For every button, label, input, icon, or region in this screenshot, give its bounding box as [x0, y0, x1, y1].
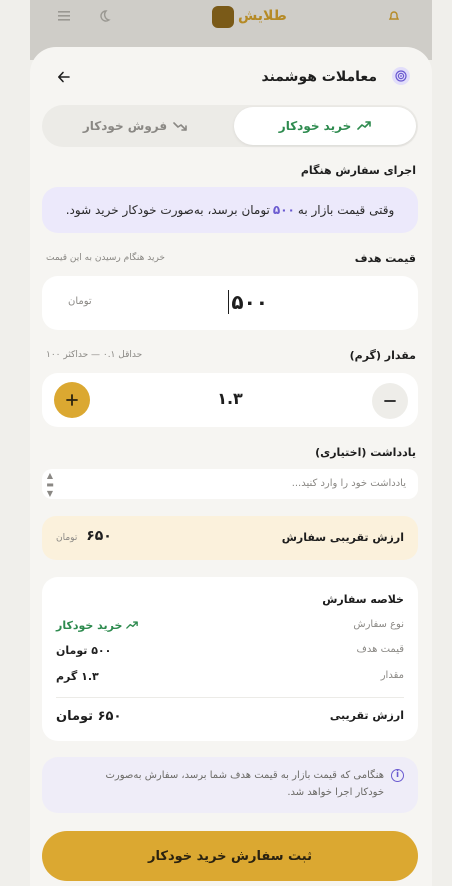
order-summary-card	[42, 577, 418, 741]
tab-auto-sell-label: فروش خودکار	[82, 119, 168, 133]
target-price-unit: تومان	[68, 296, 92, 307]
info-icon: i	[391, 769, 404, 782]
estimated-value-amount	[56, 528, 112, 544]
target-price-hint: خرید هنگام رسیدن به این قیمت	[46, 253, 165, 263]
summary-key: نوع سفارش	[353, 619, 404, 630]
quantity-stepper	[42, 373, 418, 427]
target-price-value: ۵۰۰	[228, 290, 268, 314]
menu-icon	[54, 8, 74, 28]
estimated-value-card	[42, 516, 418, 560]
summary-total-value: ۶۵۰ تومان	[56, 709, 122, 724]
target-price-input[interactable]	[42, 276, 418, 330]
page-title: معاملات هوشمند	[261, 69, 377, 85]
target-price-label: قیمت هدف	[354, 252, 416, 265]
execution-description	[42, 187, 418, 233]
summary-row-total	[56, 709, 404, 725]
increase-button[interactable]	[54, 382, 90, 418]
submit-order-button[interactable]: ثبت سفارش خرید خودکار	[42, 831, 418, 881]
summary-row-price	[56, 644, 404, 660]
summary-value-type	[56, 619, 138, 632]
estimated-value-number: ۶۵۰	[86, 528, 112, 544]
quantity-hint: حداقل ۰.۱ — حداکثر ۱۰۰	[46, 350, 143, 360]
execution-price-highlight: ۵۰۰	[272, 203, 295, 217]
tab-auto-buy-label: خرید خودکار	[278, 119, 352, 133]
arrow-left-icon	[57, 70, 71, 84]
brand-name: طلایش	[238, 8, 287, 24]
summary-key: قیمت هدف	[356, 644, 404, 655]
summary-title: خلاصه سفارش	[322, 593, 404, 606]
summary-key: مقدار	[380, 670, 404, 681]
tab-auto-sell[interactable]	[44, 107, 226, 145]
trend-down-icon	[173, 121, 187, 131]
summary-total-key: ارزش تقریبی	[329, 709, 404, 722]
summary-row-type	[56, 619, 404, 635]
resize-spinner-icon[interactable]: ▲ ▬ ▼	[46, 471, 54, 498]
execution-text-after: تومان برسد، به‌صورت خودکار خرید شود.	[65, 203, 270, 217]
execution-title: اجرای سفارش هنگام	[300, 164, 416, 177]
estimated-value-label: ارزش تقریبی سفارش	[281, 531, 404, 544]
summary-divider	[56, 697, 404, 698]
summary-value-text: خرید خودکار	[56, 619, 123, 632]
quantity-value[interactable]: ۱.۳	[217, 389, 243, 408]
note-placeholder: یادداشت خود را وارد کنید...	[291, 478, 406, 489]
note-field[interactable]	[42, 469, 418, 499]
execution-text-before: وقتی قیمت بازار به	[297, 203, 395, 217]
sheet-header	[30, 63, 432, 93]
smart-trade-sheet	[30, 47, 432, 886]
back-button[interactable]	[54, 67, 74, 87]
summary-row-quantity	[56, 670, 404, 686]
order-type-tabs	[42, 105, 418, 147]
trend-up-icon	[126, 621, 138, 630]
target-icon	[392, 67, 410, 85]
tab-auto-buy[interactable]	[234, 107, 416, 145]
estimated-value-unit: تومان	[56, 533, 78, 543]
summary-value: ۵۰۰ تومان	[56, 644, 112, 657]
info-notice-text: هنگامی که قیمت بازار به قیمت هدف شما برسد، سفارش به‌صورت خودکار اجرا خواهد شد.	[105, 770, 384, 798]
summary-value: ۱.۳ گرم	[56, 670, 99, 683]
brand-logo	[212, 6, 234, 28]
info-notice	[42, 757, 418, 813]
note-label: یادداشت (اختیاری)	[315, 446, 416, 459]
moon-icon	[94, 8, 114, 28]
bell-icon	[384, 8, 404, 28]
quantity-label: مقدار (گرم)	[349, 349, 416, 362]
trend-up-icon	[357, 121, 371, 131]
plus-icon	[65, 393, 79, 407]
